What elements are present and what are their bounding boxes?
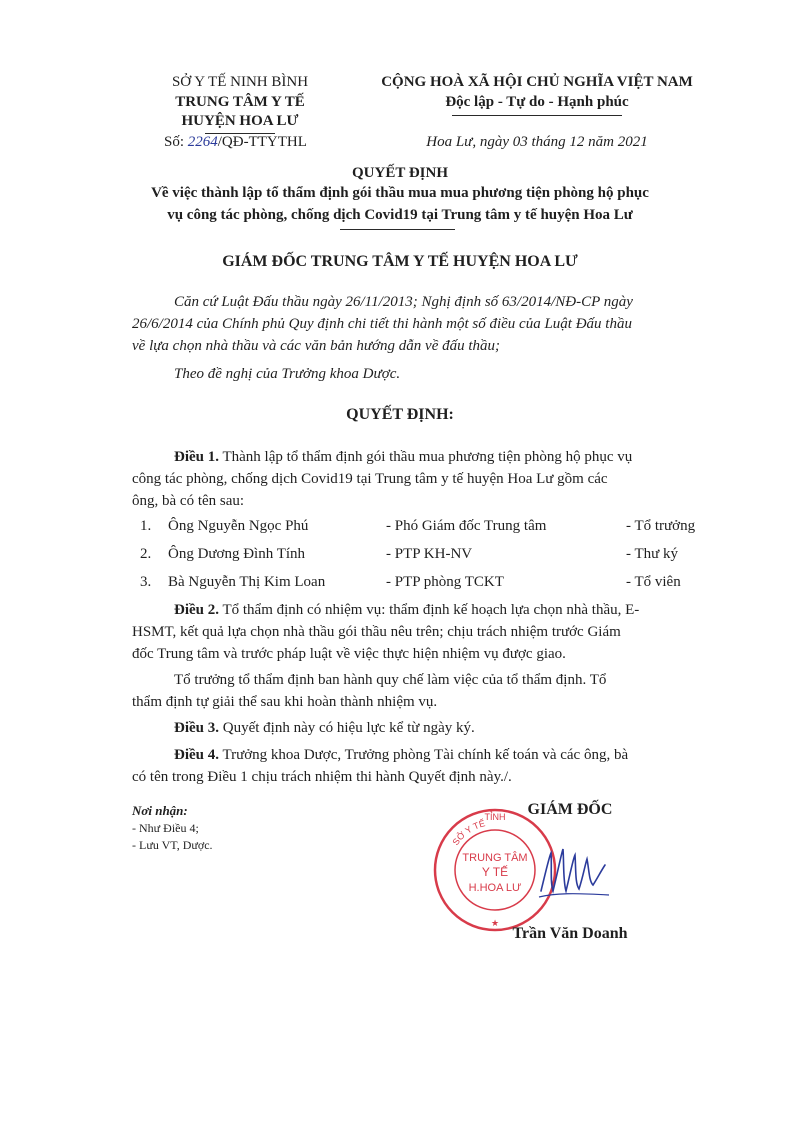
article-2-extra-line2: thẩm định tự giải thể sau khi hoàn thành nhiệm vụ. <box>132 694 438 710</box>
article-2-line2: HSMT, kết quả lựa chọn nhà thầu gói thầu nêu trên; chịu trách nhiệm trước Giám <box>132 624 621 640</box>
stamp-line3: H.HOA LƯ <box>468 882 522 894</box>
recipient-item: - Như Điều 4; <box>132 821 199 835</box>
member-name: Ông Nguyễn Ngọc Phú <box>168 518 309 534</box>
article-2 <box>174 602 639 619</box>
member-role: - Tổ viên <box>626 574 681 590</box>
member-position: - PTP phòng TCKT <box>386 574 504 590</box>
article-1-label: Điều 1. <box>174 449 219 465</box>
article-4-label: Điều 4. <box>174 747 219 763</box>
subject-line2: vụ công tác phòng, chống dịch Covid19 tại Trung tâm y tế huyện Hoa Lư <box>167 207 633 223</box>
member-no: 2. <box>140 546 152 562</box>
article-3-text: Quyết định này có hiệu lực kể từ ngày ký. <box>219 720 475 736</box>
place-date: Hoa Lư, ngày 03 tháng 12 năm 2021 <box>426 134 648 150</box>
member-position: - Phó Giám đốc Trung tâm <box>386 518 547 534</box>
handwritten-signature <box>535 835 615 915</box>
article-1-line3: ông, bà có tên sau: <box>132 493 245 509</box>
member-name: Bà Nguyễn Thị Kim Loan <box>168 574 326 590</box>
stamp-line1: TRUNG TÂM <box>462 852 528 864</box>
document-type: QUYẾT ĐỊNH <box>352 165 448 181</box>
article-2-line3: đốc Trung tâm và trước pháp luật về việc thực hiện nhiệm vụ được giao. <box>132 646 566 662</box>
member-no: 3. <box>140 574 152 590</box>
article-2-extra-line1: Tổ trưởng tổ thẩm định ban hành quy chế làm việc của tổ thẩm định. Tổ <box>174 672 607 688</box>
doc-no-handwritten: 2264 <box>187 134 218 150</box>
signer-title: GIÁM ĐỐC <box>527 801 613 818</box>
basis-proposal: Theo đề nghị của Trưởng khoa Dược. <box>174 366 401 382</box>
article-1 <box>174 449 632 466</box>
subject-line1: Về việc thành lập tổ thẩm định gói thầu mua mua phương tiện phòng hộ phục <box>151 185 649 201</box>
document-number <box>164 134 307 151</box>
member-no: 1. <box>140 518 152 534</box>
doc-no-prefix: Số: <box>164 134 185 150</box>
nation-line1: CỘNG HOÀ XÃ HỘI CHỦ NGHĨA VIỆT NAM <box>381 74 693 90</box>
issuing-authority: GIÁM ĐỐC TRUNG TÂM Y TẾ HUYỆN HOA LƯ <box>222 253 578 270</box>
member-role: - Thư ký <box>626 546 679 562</box>
article-4-line2: có tên trong Điều 1 chịu trách nhiệm thi hành Quyết định này./. <box>132 769 512 785</box>
recipient-item: - Lưu VT, Dược. <box>132 838 213 852</box>
stamp-ring-text: SỞ Y TẾ <box>450 818 487 848</box>
basis-line3: về lựa chọn nhà thầu và các văn bản hướng dẫn về đấu thầu; <box>132 338 501 354</box>
doc-no-suffix: /QĐ-TTYTHL <box>217 134 307 150</box>
stamp-line2: Y TẾ <box>481 865 509 879</box>
org-line1: SỞ Y TẾ NINH BÌNH <box>171 74 309 90</box>
subject-underline <box>340 229 455 230</box>
stamp-ring-top: TỈNH <box>484 812 506 822</box>
article-4 <box>174 747 628 764</box>
org-line2: TRUNG TÂM Y TẾ <box>175 94 305 110</box>
signer-name: Trần Văn Doanh <box>512 925 628 942</box>
org-line3: HUYỆN HOA LƯ <box>181 113 299 129</box>
nation-line2: Độc lập - Tự do - Hạnh phúc <box>445 94 629 110</box>
article-4-line1: Trưởng khoa Dược, Trưởng phòng Tài chính kế toán và các ông, bà <box>219 747 629 763</box>
member-role: - Tổ trưởng <box>626 518 696 534</box>
basis-line2: 26/6/2014 của Chính phủ Quy định chi tiết thi hành một số điều của Luật Đấu thầu <box>132 316 632 332</box>
svg-text:★: ★ <box>490 918 500 928</box>
article-3-label: Điều 3. <box>174 720 219 736</box>
article-1-line1: Thành lập tổ thẩm định gói thầu mua phương tiện phòng hộ phục vụ <box>219 449 633 465</box>
member-position: - PTP KH-NV <box>386 546 473 562</box>
member-name: Ông Dương Đình Tính <box>168 546 306 562</box>
motto-underline <box>452 115 622 116</box>
basis-line1: Căn cứ Luật Đấu thầu ngày 26/11/2013; Nghị định số 63/2014/NĐ-CP ngày <box>174 294 633 310</box>
article-1-line2: công tác phòng, chống dịch Covid19 tại Trung tâm y tế huyện Hoa Lư gồm các <box>132 471 608 487</box>
recipients-label: Nơi nhận: <box>132 803 188 818</box>
decision-heading: QUYẾT ĐỊNH: <box>346 406 454 423</box>
article-2-line1: Tổ thẩm định có nhiệm vụ: thẩm định kế hoạch lựa chọn nhà thầu, E- <box>219 602 640 618</box>
article-3 <box>174 720 475 737</box>
article-2-label: Điều 2. <box>174 602 219 618</box>
